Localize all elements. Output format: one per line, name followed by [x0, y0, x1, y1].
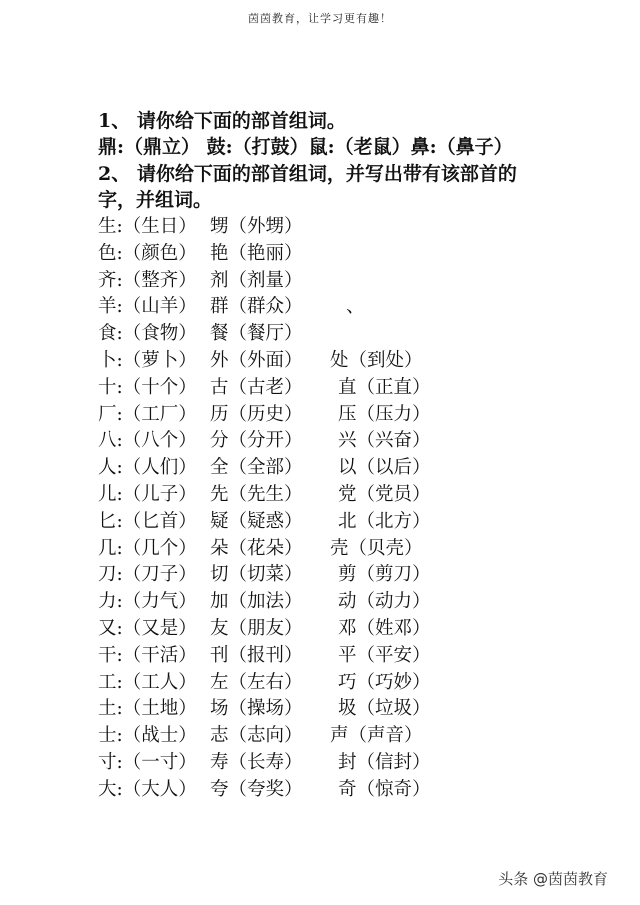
character-word-2: 圾（垃圾）: [338, 698, 431, 720]
character-word-1: 群（群众）: [210, 296, 303, 318]
radical-word: 卜:（萝卜）: [98, 349, 197, 371]
character-word-1: 外（外面）: [210, 349, 303, 371]
character-word-1: 甥（外甥）: [210, 216, 303, 237]
character-word-1: 加（加法）: [210, 591, 303, 613]
character-word-1: 夸（夸奖）: [210, 778, 303, 800]
radical-word: 工:（工人）: [98, 671, 197, 693]
radical-word: 八:（八个）: [98, 430, 197, 452]
character-word-1: 左（左右）: [210, 671, 303, 693]
radical-word: 力:（力气）: [98, 591, 197, 613]
character-word-2: 剪（剪刀）: [338, 564, 431, 586]
radical-word: 寸:（一寸）: [98, 751, 197, 773]
radical-word: 几:（几个）: [98, 537, 197, 559]
section-1-title: 1、 请你给下面的部首组词。: [98, 110, 346, 132]
character-word-1: 切（切菜）: [210, 564, 303, 586]
character-word-2: 北（北方）: [338, 510, 431, 532]
radical-word: 羊:（山羊）: [98, 296, 197, 318]
character-word-2: 党（党员）: [338, 483, 431, 505]
character-word-1: 场（操场）: [210, 698, 303, 720]
character-word-1: 全（全部）: [210, 457, 303, 479]
character-word-2: 压（压力）: [338, 403, 431, 425]
character-word-2: 处（到处）: [330, 349, 423, 371]
character-word-1: 古（古老）: [210, 376, 303, 398]
character-word-2: 平（平安）: [338, 644, 431, 666]
character-word-2: 兴（兴奋）: [338, 430, 431, 452]
radical-word: 厂:（工厂）: [98, 403, 197, 425]
character-word-1: 志（志向）: [210, 725, 303, 747]
radical-word: 士:（战士）: [98, 725, 197, 747]
radical-word: 齐:（整齐）: [98, 269, 197, 291]
character-word-1: 疑（疑惑）: [210, 510, 303, 532]
character-word-2: 封（信封）: [338, 751, 431, 773]
character-word-1: 艳（艳丽）: [210, 242, 303, 264]
character-word-2: 、: [346, 296, 365, 318]
radical-word: 十:（十个）: [98, 376, 197, 398]
radical-word: 土:（土地）: [98, 698, 197, 720]
character-word-1: 寿（长寿）: [210, 751, 303, 773]
radical-word: 刀:（刀子）: [98, 564, 197, 586]
page-header: 茵茵教育，让学习更有趣！: [248, 12, 392, 25]
character-word-1: 餐（餐厅）: [210, 323, 303, 345]
radical-word: 又:（又是）: [98, 617, 197, 639]
character-word-2: 直（正直）: [338, 376, 431, 398]
character-word-2: 声（声音）: [330, 725, 423, 747]
character-word-2: 奇（惊奇）: [338, 778, 431, 800]
radical-word: 大:（大人）: [98, 778, 197, 800]
character-word-1: 先（先生）: [210, 483, 303, 505]
radical-word: 儿:（儿子）: [98, 483, 197, 505]
character-word-1: 历（历史）: [210, 403, 303, 425]
section-2-title: 2、 请你给下面的部首组词，并写出带有该部首的字，并组词。: [98, 163, 517, 211]
character-word-1: 分（分开）: [210, 430, 303, 452]
character-word-2: 壳（贝壳）: [330, 537, 423, 559]
radical-word: 生:（生日）: [98, 216, 197, 237]
character-word-1: 朵（花朵）: [210, 537, 303, 559]
watermark: 头条 @茵茵教育: [498, 870, 608, 888]
radical-word: 匕:（匕首）: [98, 510, 197, 532]
character-word-2: 邓（姓邓）: [338, 617, 431, 639]
character-word-1: 剂（剂量）: [210, 269, 303, 291]
character-word-1: 友（朋友）: [210, 617, 303, 639]
radical-word: 色:（颜色）: [98, 242, 197, 264]
radical-word: 人:（人们）: [98, 457, 197, 479]
section-1-answers: 鼎:（鼎立） 鼓:（打鼓）鼠:（老鼠）鼻:（鼻子）: [98, 136, 513, 158]
character-word-1: 刊（报刊）: [210, 644, 303, 666]
radical-word: 干:（干活）: [98, 644, 197, 666]
character-word-2: 以（以后）: [338, 457, 431, 479]
character-word-2: 动（动力）: [338, 591, 431, 613]
character-word-2: 巧（巧妙）: [338, 671, 431, 693]
radical-word: 食:（食物）: [98, 323, 197, 345]
